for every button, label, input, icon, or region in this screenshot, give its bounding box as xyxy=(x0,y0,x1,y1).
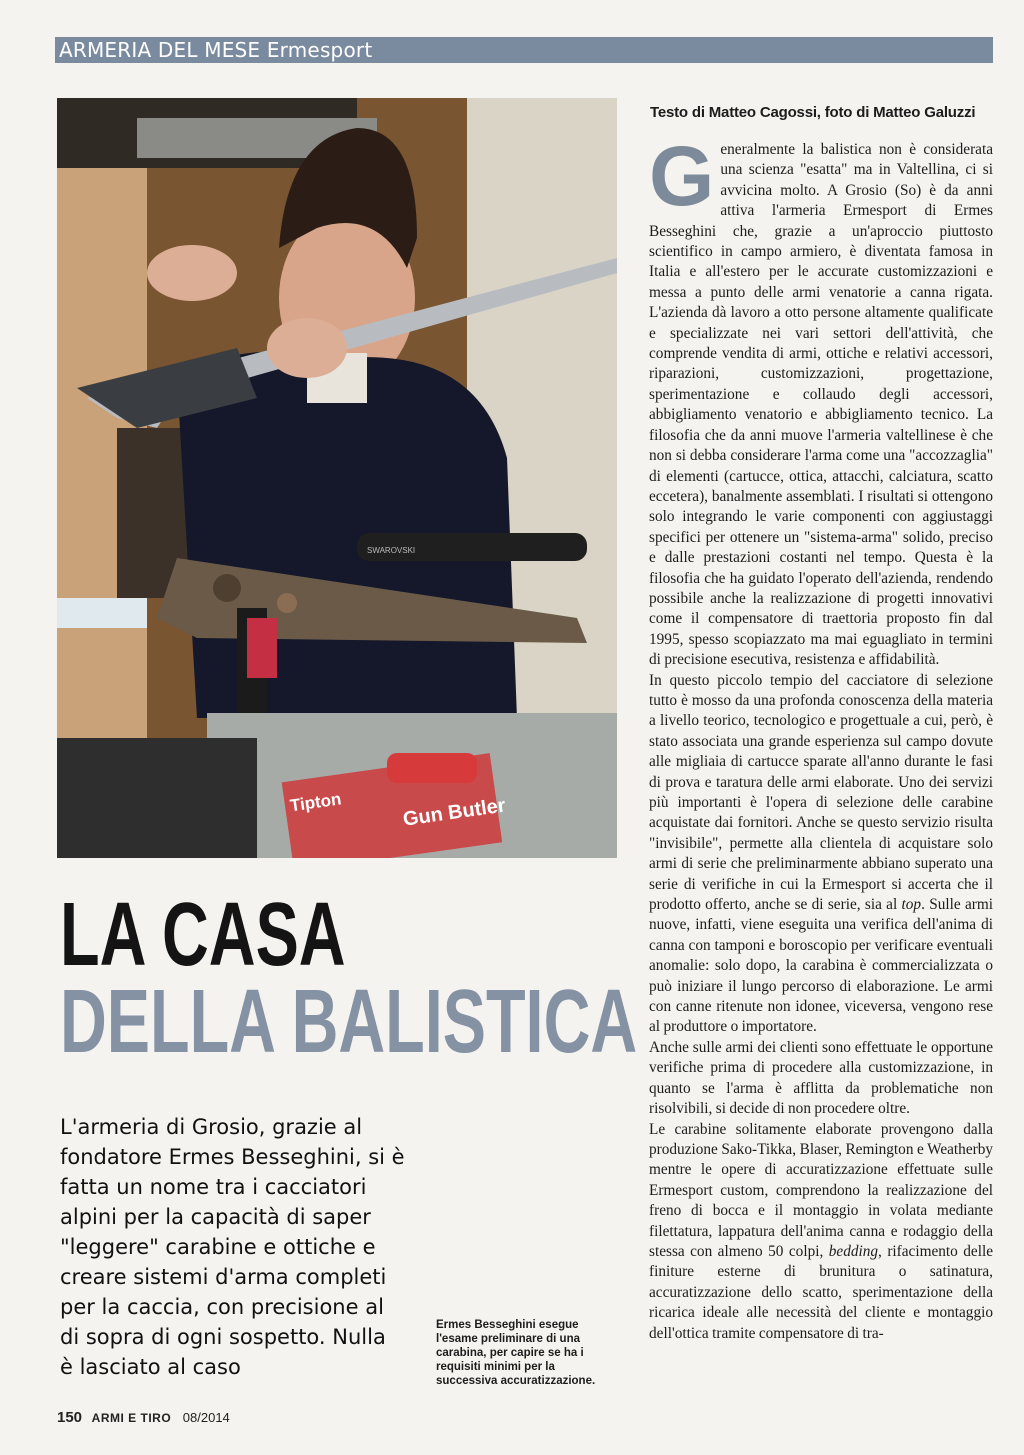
headline-line-1: LA CASA xyxy=(60,885,346,985)
paragraph-1 xyxy=(649,140,993,671)
magazine-name: ARMI E TIRO xyxy=(91,1411,172,1425)
paragraph-1-text: eneralmente la balistica non è considerata una scienza "esatta" ma in Valtellina, ci si avvicina molto. A Grosio (So) è da anni attiva l'armeria Ermesport di Ermes Besseghini che, grazie a un'aproccio piuttosto scientifico in campo armiero, è diventata famosa in Italia e all'estero per le accurate customizzazioni e messa a punto delle armi venatorie a canna rigata. L'azienda dà lavoro a otto persone altamente qualificate e specializzate nei vari settori dell'attività, che comprende vendita di armi, ottiche e relativi accessori, riparazioni, customizzazioni, progettazione, sperimentazione e collaudo degli accessori, abbigliamento venatorio e abbigliamento tecnico. La filosofia che da anni muove l'armeria valtellinese è che non si debba considerare l'arma come una "accozzaglia" di elementi (cartucce, ottica, attacchi, calciatura, scatto eccetera), banalmente assemblati. I risultati si ottengono solo integrando le varie componenti con aggiustaggi specifici per ottenere un "sistema-arma" solido, preciso e dalle prestazioni costanti nel tempo. Questa è la filosofia che ha guidato l'operato dell'azienda, rendendo possibile anche la realizzazione di progetti innovativi come il compensatore di traettoria proposto fin dal 1995, spesso scopiazzato ma mai eguagliato in termini di precisione esecutiva, resistenza e affidabilità. xyxy=(649,141,993,669)
section-label: ARMERIA DEL MESE xyxy=(59,38,261,62)
page-number: 150 xyxy=(57,1409,83,1426)
shop-name: Ermesport xyxy=(266,38,373,62)
byline: Testo di Matteo Cagossi, foto di Matteo Galuzzi xyxy=(650,104,976,121)
photo-caption: Ermes Besseghini esegue l'esame preliminare di una carabina, per capire se ha i requisiti minimi per la successiva accuratizzazione. xyxy=(436,1319,596,1387)
paragraph-2: In questo piccolo tempio del cacciatore di selezione tutto è mosso da una profonda conoscenza della materia a livello teorico, tecnologico e progettuale a cui, però, è stato associata una grande esperienza sul campo dovute alle migliaia di cartucce sparate all'anno durante le fasi di prova e taratura delle armi elaborate. Uno dei servizi più importanti è l'opera di selezione delle carabine acquistate dai fornitori. Anche se questo servizio risulta "invisibile", permette alla clientela di acquistare solo armi di serie che preliminarmente abbiano superato una serie di verifiche in cui la Ermesport si accerta che il prodotto offerto, anche se di serie, sia al top. Sulle armi nuove, infatti, viene eseguita una verifica dell'anima di canna con tamponi e boroscopio per verificare eventuali anomalie: solo dopo, la carabina è commercializzata o può iniziare il lungo percorso di elaborazione. Le armi con canne ritenute non idonee, viceversa, vengono rese al produttore o importatore. xyxy=(649,671,993,1036)
main-photo xyxy=(57,98,617,858)
section-header-bar xyxy=(55,37,993,63)
paragraph-3: Anche sulle armi dei clienti sono effettuate le opportune verifiche prima di procedere alla customizzazione, in quanto se l'arma è afflitta da problematiche non risolvibili, si decide di non procedere oltre. xyxy=(649,1038,993,1118)
issue-date: 08/2014 xyxy=(182,1410,230,1425)
drop-cap: G xyxy=(649,140,715,223)
photo-icon xyxy=(57,98,617,858)
headline-line-2: DELLA BALISTICA xyxy=(60,972,638,1072)
box-brand-tipton: Tipton xyxy=(288,789,343,816)
article-body xyxy=(649,140,993,1390)
page-footer xyxy=(57,1409,230,1426)
italic-top: top xyxy=(901,896,922,914)
italic-bedding: bedding xyxy=(828,1242,879,1260)
subheadline: L'armeria di Grosio, grazie al fondatore Ermes Besseghini, si è fatta un nome tra i cacciatori alpini per la capacità di saper "leggere" carabine e ottiche e creare sistemi d'arma completi per la caccia, con precisione al di sopra di ogni sospetto. Nulla è lasciato al caso xyxy=(60,1115,405,1379)
paragraph-4: Le carabine solitamente elaborate provengono dalla produzione Sako-Tikka, Blaser, Remington e Weatherby mentre le opere di accuratizzazione effettuate sulle Ermesport custom, comprendono la realizzazione del freno di bocca e il montaggio in volata mediante filettatura, lappatura dell'anima canna e rodaggio della stessa con almeno 50 colpi, bedding, rifacimento delle finiture esterne di brunitura o satinatura, accuratizzazione dello scatto, sperimentazione della ricarica ideale alle necessità del cliente e montaggio dell'ottica tramite compensatore di tra- xyxy=(649,1120,993,1342)
box-brand-gunbutler: Gun Butler xyxy=(401,794,507,831)
scope-brand-label: SWAROVSKI xyxy=(367,546,416,555)
